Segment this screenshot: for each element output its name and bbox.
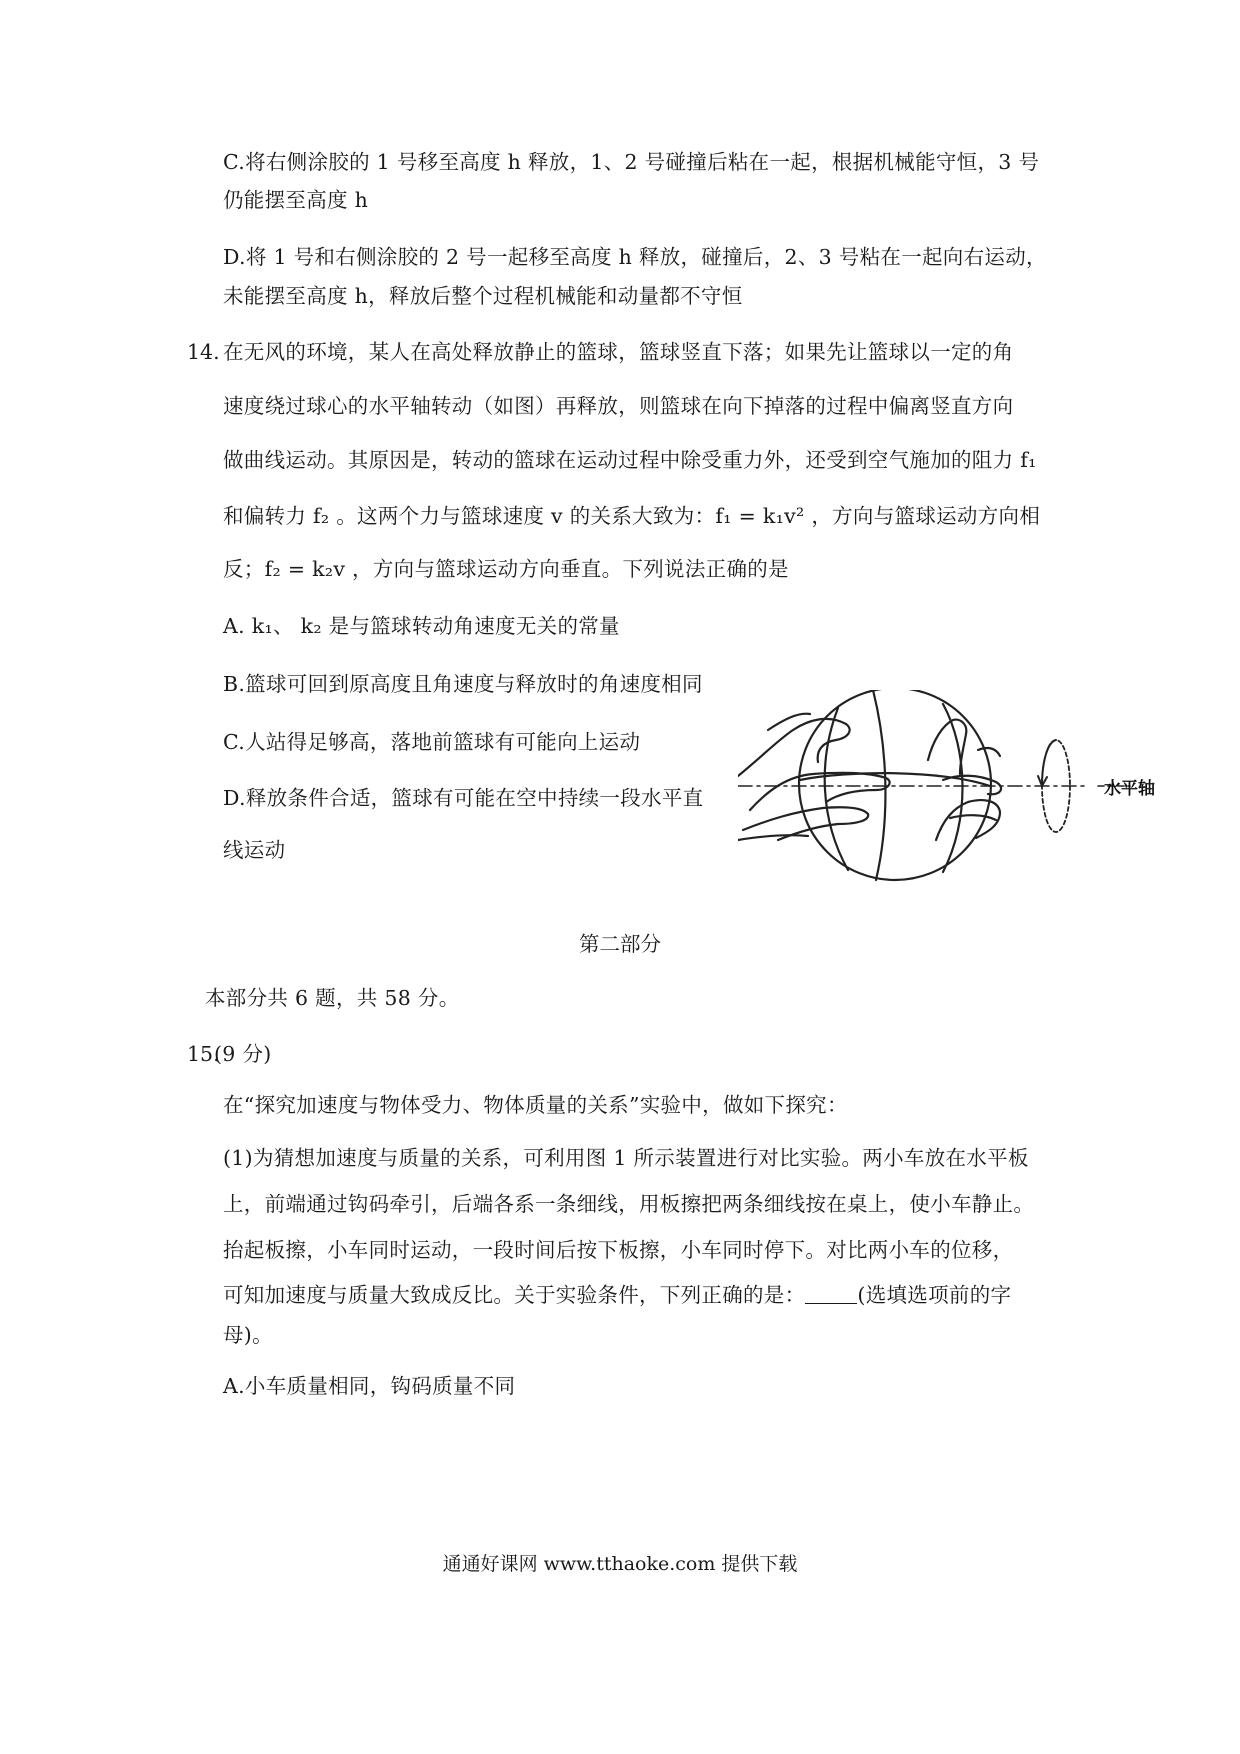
horizontal-axis-label: 水平轴	[1104, 779, 1155, 799]
q15-part1-line4-text: 可知加速度与质量大致成反比。关于实验条件，下列正确的是：	[223, 1283, 806, 1307]
q15-score: (9 分)	[214, 1042, 272, 1066]
q13-option-d-line1: D.将 1 号和右侧涂胶的 2 号一起移至高度 h 释放，碰撞后，2、3 号粘在一起向右运动，	[223, 245, 1047, 269]
q15-part1-line4	[223, 1281, 1011, 1309]
part2-title: 第二部分	[579, 932, 661, 956]
q14-stem-line2: 速度绕过球心的水平轴转动（如图）再释放，则篮球在向下掉落的过程中偏离竖直方向	[223, 394, 1014, 418]
q13-option-c-line1: C.将右侧涂胶的 1 号移至高度 h 释放，1、2 号碰撞后粘在一起，根据机械能守恒，3 号	[223, 150, 1040, 174]
basketball-figure	[738, 690, 1158, 894]
q14-option-a: A. k₁、 k₂ 是与篮球转动角速度无关的常量	[223, 614, 620, 638]
page-footer: 通通好课网 www.tthaoke.com 提供下载	[442, 1553, 798, 1575]
q14-stem-line4: 和偏转力 f₂ 。这两个力与篮球速度 v 的关系大致为：f₁ = k₁v² ，方向与篮球运动方向相	[223, 504, 1041, 528]
q14-option-d-line2: 线运动	[223, 838, 286, 862]
q15-number: 15.	[187, 1042, 220, 1066]
q14-stem-line3: 做曲线运动。其原因是，转动的篮球在运动过程中除受重力外，还受到空气施加的阻力 f₁	[223, 448, 1037, 472]
q15-part1-line4-tail: (选填选项前的字	[857, 1283, 1012, 1307]
q15-part1-line2: 上，前端通过钩码牵引，后端各系一条细线，用板擦把两条细线按在桌上，使小车静止。	[223, 1192, 1035, 1216]
q15-intro: 在“探究加速度与物体受力、物体质量的关系”实验中，做如下探究：	[223, 1093, 848, 1117]
q15-part1-line3: 抬起板擦，小车同时运动，一段时间后按下板擦，小车同时停下。对比两小车的位移，	[223, 1238, 1014, 1262]
answer-blank[interactable]	[805, 1283, 857, 1304]
q14-option-b: B.篮球可回到原高度且角速度与释放时的角速度相同	[223, 672, 703, 696]
q14-stem-line1: 在无风的环境，某人在高处释放静止的篮球，篮球竖直下落；如果先让篮球以一定的角	[223, 340, 1014, 364]
q14-option-d-line1: D.释放条件合适，篮球有可能在空中持续一段水平直	[223, 786, 704, 810]
part2-intro: 本部分共 6 题，共 58 分。	[205, 986, 460, 1010]
q14-number: 14.	[187, 340, 220, 364]
q15-part1-line5: 母)。	[223, 1323, 273, 1347]
q13-option-c-line2: 仍能摆至高度 h	[223, 188, 369, 212]
q15-part1-line1: (1)为猜想加速度与质量的关系，可利用图 1 所示装置进行对比实验。两小车放在水平板	[223, 1146, 1029, 1170]
q14-stem-line5: 反；f₂ = k₂v ，方向与篮球运动方向垂直。下列说法正确的是	[223, 557, 789, 581]
q15-option-a: A.小车质量相同，钩码质量不同	[223, 1374, 516, 1398]
q14-option-c: C.人站得足够高，落地前篮球有可能向上运动	[223, 730, 641, 754]
q13-option-d-line2: 未能摆至高度 h，释放后整个过程机械能和动量都不守恒	[223, 284, 743, 308]
